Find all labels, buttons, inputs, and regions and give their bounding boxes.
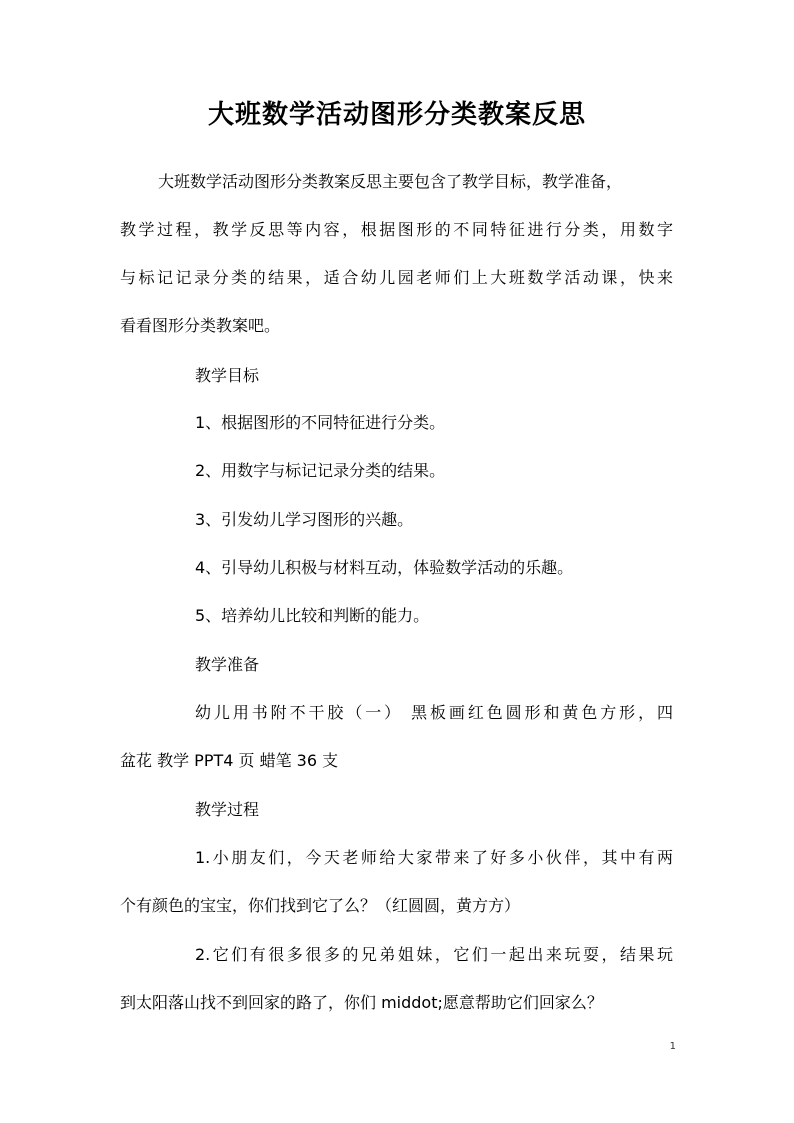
section-heading-process: 教学过程	[195, 800, 260, 819]
section-heading-preparation: 教学准备	[195, 655, 260, 674]
preparation-line: 盆花 教学 PPT4 页 蜡笔 36 支	[120, 751, 339, 770]
process-step-line: 到太阳落山找不到回家的路了，你们 middot;愿意帮助它们回家么？	[120, 993, 603, 1012]
section-heading-goals: 教学目标	[195, 366, 260, 385]
goal-item: 1、根据图形的不同特征进行分类。	[195, 413, 446, 432]
process-step-line: 2.它们有很多很多的兄弟姐妹，它们一起出来玩耍，结果玩	[195, 945, 673, 964]
intro-line: 看看图形分类教案吧。	[120, 316, 281, 335]
process-step-line: 1.小朋友们，今天老师给大家带来了好多小伙伴，其中有两	[195, 848, 673, 867]
goal-item: 2、用数字与标记记录分类的结果。	[195, 461, 446, 480]
goal-item: 5、培养幼儿比较和判断的能力。	[195, 606, 430, 625]
intro-line: 大班数学活动图形分类教案反思主要包含了教学目标，教学准备，	[158, 172, 623, 191]
goal-item: 3、引发幼儿学习图形的兴趣。	[195, 510, 414, 529]
page-number: 1	[669, 1041, 676, 1052]
preparation-line: 幼儿用书附不干胶（一） 黑板画红色圆形和黄色方形，四	[195, 703, 673, 722]
goal-item: 4、引导幼儿积极与材料互动，体验数学活动的乐趣。	[195, 558, 574, 577]
process-step-line: 个有颜色的宝宝，你们找到它了么？（红圆圆，黄方方）	[120, 896, 521, 915]
document-title: 大班数学活动图形分类教案反思	[207, 100, 586, 130]
intro-line: 教学过程，教学反思等内容，根据图形的不同特征进行分类，用数字	[120, 220, 673, 239]
intro-line: 与标记记录分类的结果，适合幼儿园老师们上大班数学活动课，快来	[120, 268, 673, 287]
